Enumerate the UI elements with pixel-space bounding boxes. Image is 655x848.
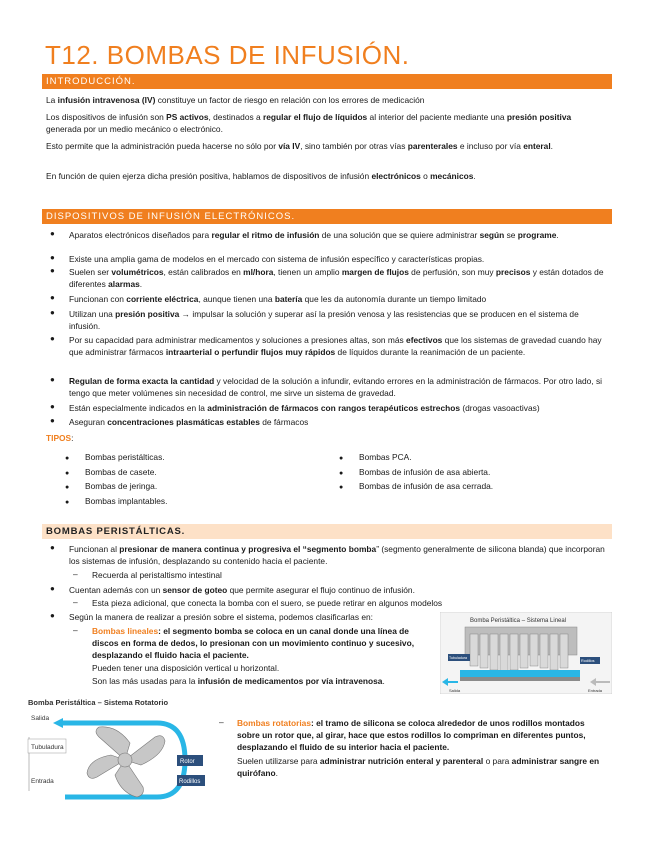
bullet-dot: ● bbox=[50, 253, 55, 262]
list-item: ● Bombas implantables. bbox=[65, 495, 167, 510]
bullet-dot: ● bbox=[65, 484, 70, 491]
bullet-dot: ● bbox=[65, 455, 70, 462]
list-item: ● Bombas peristálticas. bbox=[65, 451, 167, 466]
linear-label-entrada: Entrada bbox=[588, 688, 603, 693]
dash: – bbox=[73, 625, 78, 635]
bullet-dot: ● bbox=[65, 469, 70, 477]
bullet-dot: ● bbox=[339, 484, 344, 491]
bullet-dot: ● bbox=[50, 416, 55, 425]
list-item: ● Bombas de casete. bbox=[65, 466, 167, 481]
rotary-label-entrada: Entrada bbox=[31, 778, 54, 785]
list-item: Existe una amplia gama de modelos en el mercado con sistema de infusión específico y características propias. bbox=[69, 254, 485, 264]
bullet-dot: ● bbox=[50, 543, 55, 552]
intro-p3: Esto permite que la administración pueda hacerse no sólo por vía IV, sino también por otras vías parenterales e incluso por vía enteral. bbox=[46, 141, 553, 151]
rotary-label-salida: Salida bbox=[31, 715, 50, 722]
list-item: Por su capacidad para administrar medicamentos y soluciones a presiones altas, son más efectivos que los sistemas de gravedad cuando hay que administrar fármacos intraarterial o perfundir flujos muy rápidos de líquidos durante la reanimación de un paciente. bbox=[69, 335, 602, 357]
bullet-dot: ● bbox=[50, 229, 55, 238]
linear-label-rodillos: Rodillos bbox=[581, 659, 595, 663]
sub-item: Recuerda al peristaltismo intestinal bbox=[92, 570, 222, 580]
bullet-dot: ● bbox=[339, 455, 344, 462]
bullet-dot: ● bbox=[50, 293, 55, 302]
list-item: Según la manera de realizar a presión sobre el sistema, podemos clasificarlas en: bbox=[69, 612, 373, 622]
bullet-dot: ● bbox=[65, 498, 70, 506]
list-item: Utilizan una presión positiva → impulsar la solución y superar así la presión venosa y las resistencias que se producen en el sistema de infusión. bbox=[69, 309, 579, 331]
lineal-item: Bombas lineales: el segmento bomba se coloca en un canal donde una línea de discos en forma de dedos, lo presionan con un movimiento continuo y sucesivo, desplazando el fluido hacia el paciente. bbox=[92, 626, 415, 660]
bullet-dot: ● bbox=[50, 266, 55, 275]
linear-pump-figure bbox=[440, 612, 612, 694]
sub-item: Esta pieza adicional, que conecta la bomba con el suero, se puede retirar en algunos modelos bbox=[92, 598, 443, 608]
list-item: Cuentan además con un sensor de goteo que permite asegurar el flujo continuo de infusión. bbox=[69, 585, 415, 595]
section-heading-peristaltic: BOMBAS PERISTÁLTICAS. bbox=[42, 524, 612, 539]
rotary-figure-title: Bomba Peristáltica – Sistema Rotatorio bbox=[28, 698, 169, 707]
bullet-dot: ● bbox=[50, 611, 55, 620]
section-heading-electronic: DISPOSITIVOS DE INFUSIÓN ELECTRÓNICOS. bbox=[42, 209, 612, 224]
list-item: ● Bombas de infusión de asa cerrada. bbox=[339, 480, 493, 495]
rotary-label-tubuladura: Tubuladura bbox=[31, 744, 64, 751]
dash: – bbox=[73, 569, 78, 579]
lineal-item-2: Pueden tener una disposición vertical u horizontal. bbox=[92, 663, 280, 673]
linear-figure-title: Bomba Peristáltica – Sistema Lineal bbox=[470, 618, 567, 624]
list-item: Suelen ser volumétricos, están calibrados en ml/hora, tienen un amplio margen de flujos de perfusión, son muy precisos y están dotados de diferentes alarmas. bbox=[69, 267, 604, 289]
intro-p2: Los dispositivos de infusión son PS activos, destinados a regular el flujo de líquidos al interior del paciente mediante una presión positiva generada por un medio mecánico o electrónico. bbox=[46, 112, 572, 134]
dash: – bbox=[219, 717, 224, 727]
list-item: Regulan de forma exacta la cantidad y velocidad de la solución a infundir, evitando errores en la administración de fármacos. Por otro lado, si tengo que meter volúmenes sin necesidad de control, me sirve un sistema de gravedad. bbox=[69, 376, 603, 398]
tipos-label: TIPOS: bbox=[46, 433, 74, 443]
rotatoria-item-2: Suelen utilizarse para administrar nutrición enteral y parenteral o para administrar sangre en quirófano. bbox=[237, 756, 600, 778]
bullet-dot: ● bbox=[339, 469, 344, 477]
rotary-label-rotor: Rotor bbox=[180, 759, 195, 765]
rotary-pump-figure bbox=[25, 695, 210, 813]
bullet-dot: ● bbox=[50, 308, 55, 317]
rotary-label-rodillos: Rodillos bbox=[179, 779, 201, 785]
list-item: ● Bombas de infusión de asa abierta. bbox=[339, 466, 493, 481]
bullet-dot: ● bbox=[50, 334, 55, 343]
list-item: Funcionan con corriente eléctrica, aunque tienen una batería que les da autonomía durante un tiempo limitado bbox=[69, 294, 487, 304]
rotatoria-item: Bombas rotatorias: el tramo de silicona se coloca alrededor de unos rodillos montados sobre un rotor que, al girar, hace que estos rodillos lo compriman en diferentes puntos, desplazando el fluido de su interior hacia el paciente. bbox=[237, 718, 586, 752]
section-heading-intro: INTRODUCCIÓN. bbox=[42, 74, 612, 89]
tipos-left-list bbox=[65, 451, 167, 509]
list-item: ● Bombas de jeringa. bbox=[65, 480, 167, 495]
bullet-dot: ● bbox=[50, 584, 55, 593]
linear-label-salida: Salida bbox=[449, 688, 461, 693]
list-item: Están especialmente indicados en la administración de fármacos con rangos terapéuticos estrechos (drogas vasoactivas) bbox=[69, 403, 540, 413]
linear-label-tubuladura: Tubuladura bbox=[449, 656, 468, 660]
bullet-dot: ● bbox=[50, 402, 55, 411]
page-title: T12. BOMBAS DE INFUSIÓN. bbox=[45, 40, 410, 70]
intro-p4: En función de quien ejerza dicha presión positiva, hablamos de dispositivos de infusión electrónicos o mecánicos. bbox=[46, 171, 476, 181]
intro-p1: La infusión intravenosa (IV) constituye un factor de riesgo en relación con los errores de medicación bbox=[46, 95, 425, 105]
lineal-item-3: Son las más usadas para la infusión de medicamentos por vía intravenosa. bbox=[92, 676, 385, 686]
list-item: ● Bombas PCA. bbox=[339, 451, 493, 466]
bullet-dot: ● bbox=[50, 375, 55, 384]
list-item: Aparatos electrónicos diseñados para regular el ritmo de infusión de una solución que se quiere administrar según se programe. bbox=[69, 230, 559, 240]
tipos-right-list bbox=[339, 451, 493, 495]
list-item: Funcionan al presionar de manera continua y progresiva el “segmento bomba” (segmento generalmente de silicona blanda) que incorporan los sistemas de infusión, desplazando su contenido hacia el paciente. bbox=[69, 544, 605, 566]
dash: – bbox=[73, 597, 78, 607]
list-item: Aseguran concentraciones plasmáticas estables de fármacos bbox=[69, 417, 309, 427]
